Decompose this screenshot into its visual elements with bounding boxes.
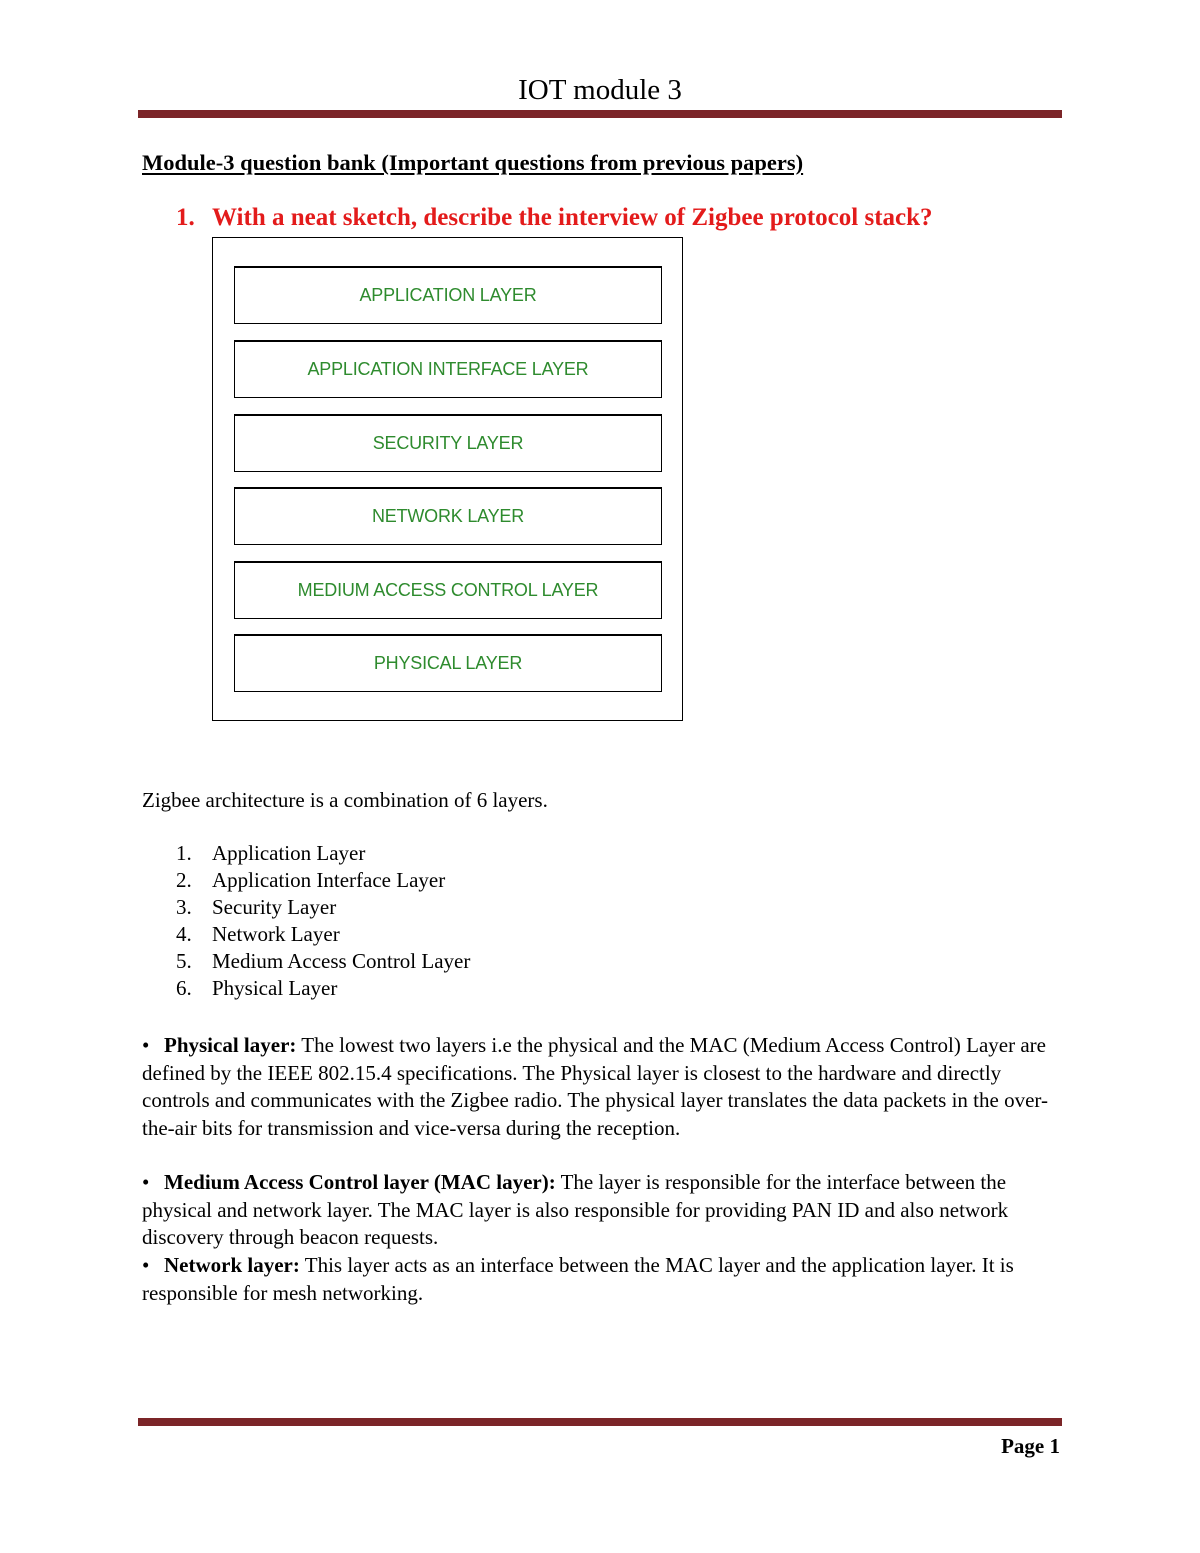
list-item: 4. Network Layer — [176, 922, 340, 946]
list-item: 1. Application Layer — [176, 841, 366, 865]
bullet-text: The layer is responsible for the interface between the physical and network layer. The MAC layer is also responsible for providing PAN ID and also network discovery through beacon requests. — [142, 1170, 1009, 1249]
question-text: With a neat sketch, describe the interview of Zigbee protocol stack? — [212, 204, 933, 231]
footer-rule — [138, 1418, 1062, 1426]
question-number: 1. — [176, 204, 195, 231]
bullet-text: This layer acts as an interface between the MAC layer and the application layer. It is responsible for mesh networking. — [142, 1253, 1014, 1305]
diagram-layer-security: SECURITY LAYER — [234, 414, 662, 472]
bullet-icon: • — [142, 1253, 150, 1277]
list-item: 2. Application Interface Layer — [176, 868, 446, 892]
bullet-term: Physical layer: — [164, 1033, 297, 1057]
bullet-mac-layer — [142, 1169, 1062, 1252]
intro-paragraph: Zigbee architecture is a combination of 6 layers. — [142, 788, 548, 812]
layer-list — [176, 840, 470, 1002]
list-item: 6. Physical Layer — [176, 976, 338, 1000]
header-rule — [138, 110, 1062, 118]
diagram-layer-network: NETWORK LAYER — [234, 487, 662, 545]
page-header-title: IOT module 3 — [518, 74, 682, 106]
list-item: 5. Medium Access Control Layer — [176, 949, 471, 973]
bullet-text: The lowest two layers i.e the physical and the MAC (Medium Access Control) Layer are defined by the IEEE 802.15.4 specifications. The Physical layer is closest to the hardware and directly controls and communicates with the Zigbee radio. The physical layer translates the data packets in the over-the-air bits for transmission and vice-versa during the reception. — [142, 1033, 1048, 1140]
list-item: 3. Security Layer — [176, 895, 337, 919]
bullet-term: Network layer: — [164, 1253, 300, 1277]
diagram-layer-application-interface: APPLICATION INTERFACE LAYER — [234, 340, 662, 398]
bullet-icon: • — [142, 1170, 150, 1194]
bullet-term: Medium Access Control layer (MAC layer): — [164, 1170, 556, 1194]
bullet-physical-layer — [142, 1032, 1062, 1142]
section-heading: Module-3 question bank (Important questions from previous papers) — [142, 150, 804, 175]
bullet-network-layer — [142, 1252, 1062, 1307]
diagram-layer-physical: PHYSICAL LAYER — [234, 634, 662, 692]
bullet-icon: • — [142, 1033, 150, 1057]
diagram-layer-application: APPLICATION LAYER — [234, 266, 662, 324]
question-1 — [176, 202, 933, 234]
diagram-layer-mac: MEDIUM ACCESS CONTROL LAYER — [234, 561, 662, 619]
page-number: Page 1 — [1001, 1434, 1060, 1458]
